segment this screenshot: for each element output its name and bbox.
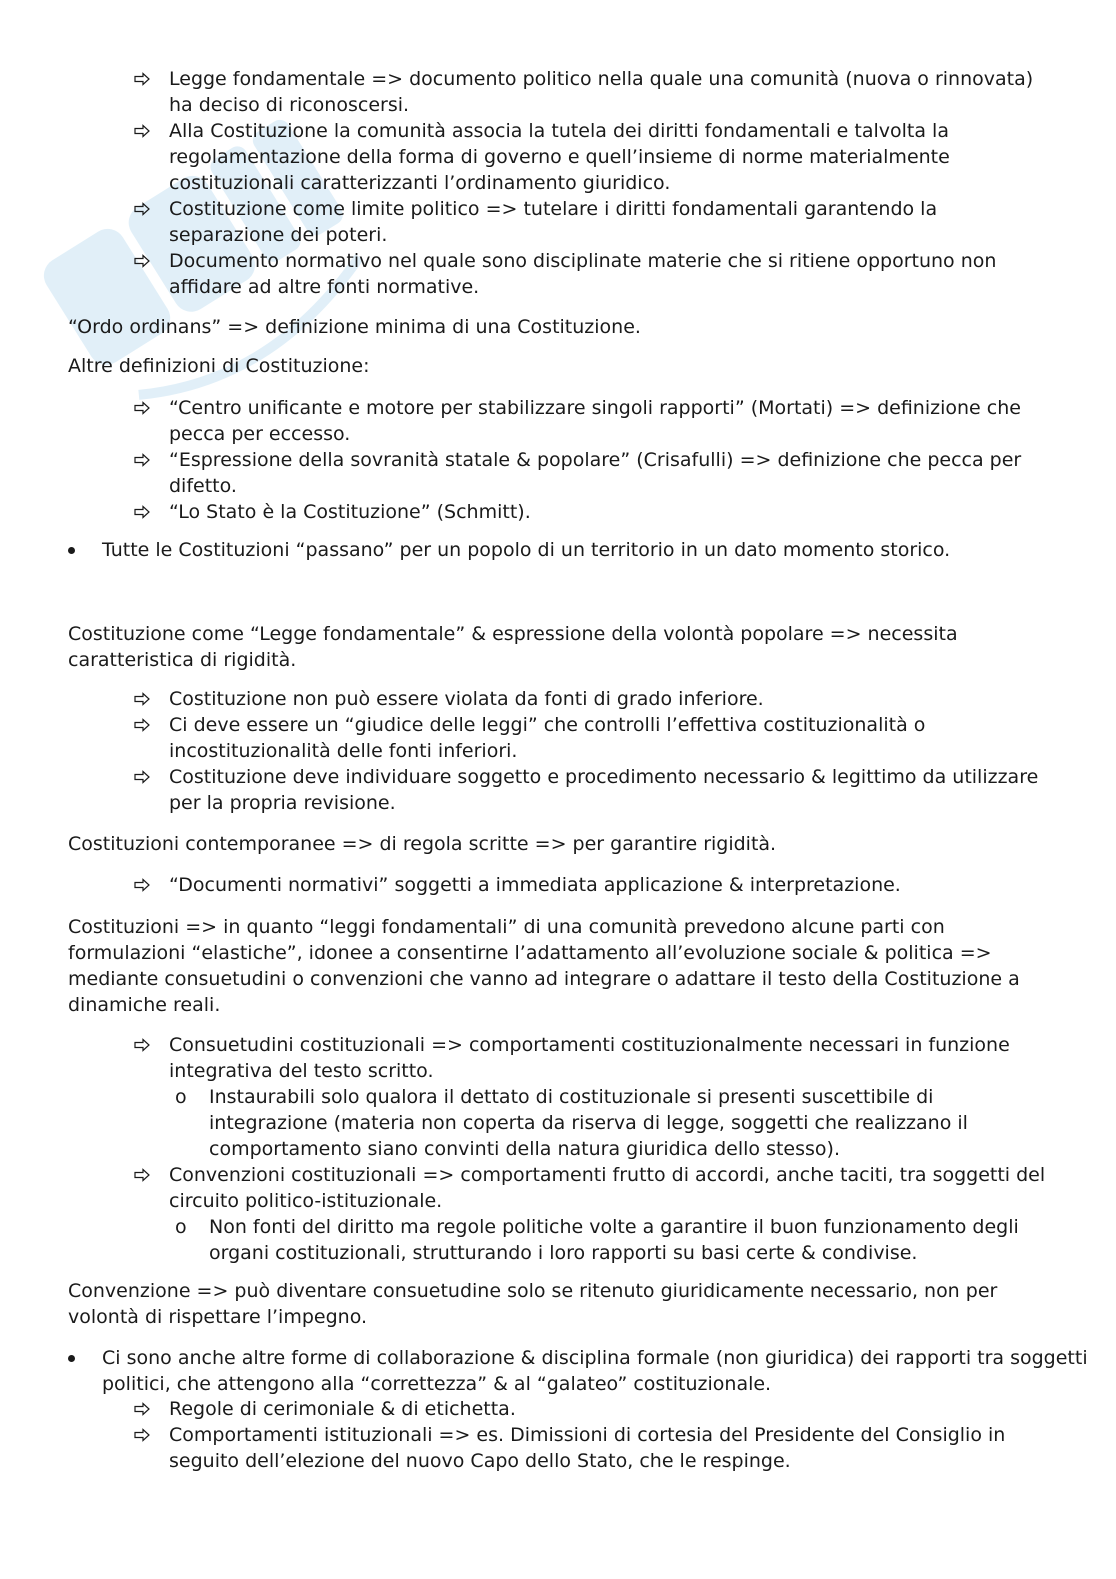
- list-item-text: Consuetudini costituzionali => comportamenti costituzionalmente necessari in funzione integrativa del testo scritto.: [169, 1034, 1010, 1082]
- list-item-text: Costituzione come limite politico => tutelare i diritti fondamentali garantendo la separazione dei poteri.: [169, 198, 938, 246]
- arrow-right-icon: [134, 692, 150, 706]
- altre-definizioni-heading: Altre definizioni di Costituzione:: [68, 355, 370, 377]
- sub-list-item: [169, 1084, 1054, 1162]
- bullet-dot: [68, 1355, 75, 1362]
- rigidita-list: [134, 686, 1054, 816]
- arrow-right-icon: [134, 1168, 150, 1182]
- arrow-right-icon: [134, 1428, 150, 1442]
- sub-bullet-marker: o: [175, 1086, 187, 1108]
- bullet-item: [68, 1345, 1092, 1397]
- arrow-right-icon: [134, 718, 150, 732]
- list-item-text: “Centro unificante e motore per stabilizzare singoli rapporti” (Mortati) => definizione che pecca per eccesso.: [169, 397, 1021, 445]
- arrow-right-icon: [134, 770, 150, 784]
- list-item: [134, 447, 1054, 499]
- convenzione-paragraph: Convenzione => può diventare consuetudine solo se ritenuto giuridicamente necessario, non per volontà di rispettare l’impegno.: [68, 1280, 998, 1328]
- contemporanee-list: [134, 872, 1054, 898]
- sub-list: [169, 1214, 1054, 1266]
- arrow-right-icon: [134, 1402, 150, 1416]
- arrow-right-icon: [134, 401, 150, 415]
- elastiche-paragraph: Costituzioni => in quanto “leggi fondamentali” di una comunità prevedono alcune parti con formulazioni “elastiche”, idonee a consentirne l’adattamento all’evoluzione sociale & politica => mediante consuetudini o convenzioni che vanno ad integrare o adattare il testo della Costituzione a dinamiche reali.: [68, 916, 1020, 1016]
- list-item: [134, 1396, 1054, 1422]
- bullet-text: Tutte le Costituzioni “passano” per un popolo di un territorio in un dato momento storico.: [102, 539, 951, 561]
- list-item: [134, 66, 1054, 118]
- list-item: [134, 872, 1054, 898]
- list-item-text: Documento normativo nel quale sono disciplinate materie che si ritiene opportuno non affidare ad altre fonti normative.: [169, 250, 997, 298]
- arrow-right-icon: [134, 254, 150, 268]
- list-item: [134, 712, 1054, 764]
- ordo-paragraph: “Ordo ordinans” => definizione minima di una Costituzione.: [68, 316, 641, 338]
- arrow-right-icon: [134, 1038, 150, 1052]
- list-item: [134, 118, 1054, 196]
- contemporanee-paragraph: Costituzioni contemporanee => di regola scritte => per garantire rigidità.: [68, 833, 777, 855]
- sub-bullet-marker: o: [175, 1216, 187, 1238]
- arrow-right-icon: [134, 453, 150, 467]
- list-item: [134, 196, 1054, 248]
- sub-list: [169, 1084, 1054, 1162]
- arrow-right-icon: [134, 202, 150, 216]
- sub-list-item-text: Instaurabili solo qualora il dettato di costituzionale si presenti suscettibile di integrazione (materia non coperta da riserva di legge, soggetti che realizzano il comportamento siano convinti della natura giuridica dello stesso).: [209, 1086, 968, 1160]
- bullet-dot: [68, 547, 75, 554]
- list-item-text: “Lo Stato è la Costituzione” (Schmitt).: [169, 501, 531, 523]
- list-item: [134, 395, 1054, 447]
- sub-list-item-text: Non fonti del diritto ma regole politiche volte a garantire il buon funzionamento degli organi costituzionali, strutturando i loro rapporti su basi certe & condivise.: [209, 1216, 1019, 1264]
- list-item-text: Costituzione non può essere violata da fonti di grado inferiore.: [169, 688, 764, 710]
- list-item: [134, 686, 1054, 712]
- list-item: [134, 1422, 1054, 1474]
- list-item-text: Legge fondamentale => documento politico nella quale una comunità (nuova o rinnovata) ha deciso di riconoscersi.: [169, 68, 1034, 116]
- list-item: [134, 1032, 1054, 1162]
- final-list: [134, 1396, 1054, 1474]
- list-item: [134, 1162, 1054, 1266]
- list-item-text: Comportamenti istituzionali => es. Dimissioni di cortesia del Presidente del Consiglio in seguito dell’elezione del nuovo Capo dello Stato, che le respinge.: [169, 1424, 1006, 1472]
- list-item-text: Convenzioni costituzionali => comportamenti frutto di accordi, anche taciti, tra soggetti del circuito politico-istituzionale.: [169, 1164, 1046, 1212]
- bullet-item: [68, 537, 1092, 563]
- list-item: [134, 499, 1054, 525]
- list-item-text: Regole di cerimoniale & di etichetta.: [169, 1398, 516, 1420]
- rigidita-paragraph: Costituzione come “Legge fondamentale” & espressione della volontà popolare => necessita caratteristica di rigidità.: [68, 623, 958, 671]
- bullet-text: Ci sono anche altre forme di collaborazione & disciplina formale (non giuridica) dei rapporti tra soggetti politici, che attengono alla “correttezza” & al “galateo” costituzionale.: [102, 1347, 1088, 1395]
- consuetudini-list: [134, 1032, 1054, 1266]
- list-item: [134, 764, 1054, 816]
- arrow-right-icon: [134, 505, 150, 519]
- altre-definizioni-list: [134, 395, 1054, 525]
- arrow-right-icon: [134, 124, 150, 138]
- intro-list: [134, 66, 1054, 300]
- list-item-text: Costituzione deve individuare soggetto e procedimento necessario & legittimo da utilizzare per la propria revisione.: [169, 766, 1039, 814]
- list-item-text: “Documenti normativi” soggetti a immediata applicazione & interpretazione.: [169, 874, 901, 896]
- list-item: [134, 248, 1054, 300]
- arrow-right-icon: [134, 878, 150, 892]
- list-item-text: “Espressione della sovranità statale & popolare” (Crisafulli) => definizione che pecca per difetto.: [169, 449, 1022, 497]
- list-item-text: Alla Costituzione la comunità associa la tutela dei diritti fondamentali e talvolta la regolamentazione della forma di governo e quell’insieme di norme materialmente costituzionali caratterizzanti l’ordinamento giuridico.: [169, 120, 950, 194]
- arrow-right-icon: [134, 72, 150, 86]
- sub-list-item: [169, 1214, 1054, 1266]
- list-item-text: Ci deve essere un “giudice delle leggi” che controlli l’effettiva costituzionalità o incostituzionalità delle fonti inferiori.: [169, 714, 926, 762]
